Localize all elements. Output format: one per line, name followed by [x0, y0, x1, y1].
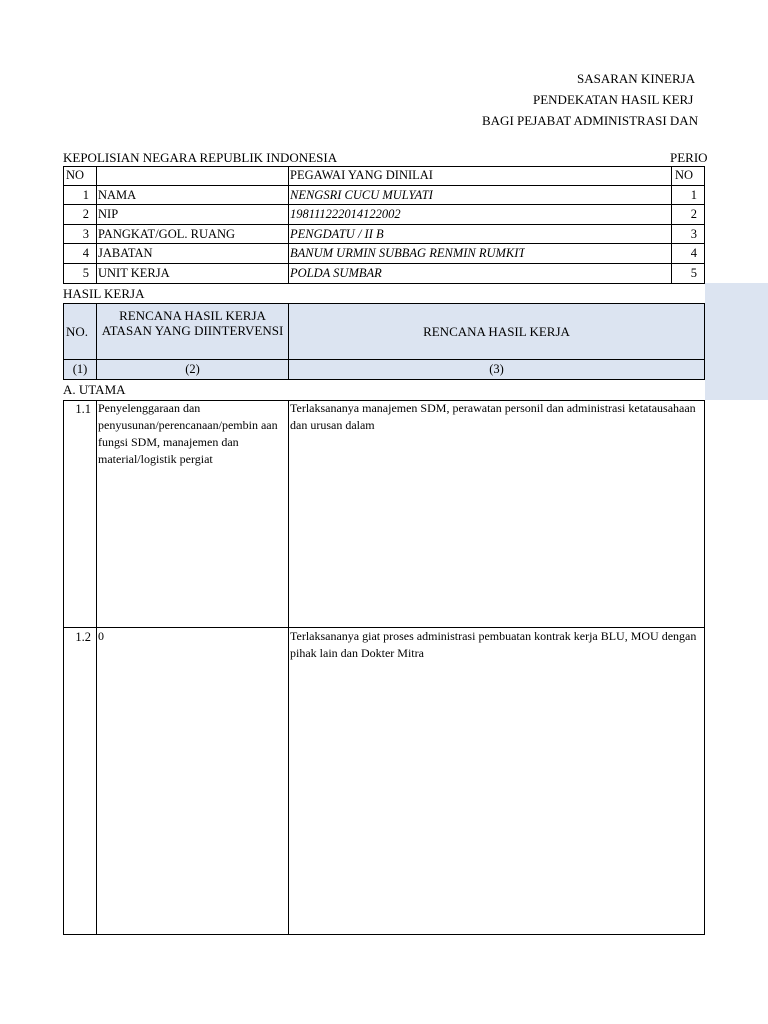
- col-index-1: (1): [72, 363, 88, 376]
- utama-label: A. UTAMA: [63, 383, 126, 396]
- emp-row-label: NIP: [98, 208, 119, 221]
- period-label: PERIO: [670, 151, 708, 164]
- emp-row-no-right: 1: [690, 189, 697, 202]
- emp-row-label: UNIT KERJA: [98, 267, 170, 280]
- emp-row-no-right: 5: [690, 267, 697, 280]
- title-line-3: BAGI PEJABAT ADMINISTRASI DAN: [482, 114, 699, 127]
- col-index-3: (3): [489, 363, 504, 376]
- emp-row-no: 2: [82, 208, 89, 221]
- col-index-2: (2): [185, 363, 200, 376]
- emp-row-no: 4: [82, 247, 89, 260]
- col-rencana-header: RENCANA HASIL KERJA: [423, 325, 570, 338]
- emp-row-value: PENGDATU / II B: [290, 228, 384, 241]
- item-no: 1.2: [75, 631, 91, 644]
- emp-header-title: PEGAWAI YANG DINILAI: [290, 169, 433, 182]
- col-atasan-header: RENCANA HASIL KERJA ATASAN YANG DIINTERVENSI: [101, 308, 284, 338]
- item-rencana: Terlaksananya giat proses administrasi pembuatan kontrak kerja BLU, MOU dengan pihak lain dan Dokter Mitra: [290, 629, 697, 660]
- item-rencana: Terlaksananya manajemen SDM, perawatan personil dan administrasi ketatausahaan dan urusan dalam: [290, 401, 696, 432]
- emp-header-no-right: NO: [675, 169, 694, 182]
- emp-row-label: NAMA: [98, 189, 137, 202]
- emp-header-no: NO: [66, 169, 85, 182]
- title-line-1: SASARAN KINERJA: [577, 72, 696, 85]
- emp-row-value: NENGSRI CUCU MULYATI: [290, 189, 433, 202]
- item-atasan: 0: [98, 629, 104, 643]
- col-no-header: NO.: [66, 325, 89, 338]
- emp-row-no-right: 4: [690, 247, 697, 260]
- emp-row-no: 1: [82, 189, 89, 202]
- emp-row-no-right: 3: [690, 228, 697, 241]
- emp-row-no: 3: [82, 228, 89, 241]
- emp-row-label: PANGKAT/GOL. RUANG: [98, 228, 236, 241]
- org-name: KEPOLISIAN NEGARA REPUBLIK INDONESIA: [63, 150, 338, 165]
- emp-row-label: JABATAN: [98, 247, 153, 260]
- side-shade: [705, 283, 768, 400]
- emp-row-no: 5: [82, 267, 89, 280]
- emp-row-value: POLDA SUMBAR: [290, 267, 382, 280]
- emp-row-value: BANUM URMIN SUBBAG RENMIN RUMKIT: [290, 247, 526, 260]
- title-line-2: PENDEKATAN HASIL KERJ: [533, 93, 694, 106]
- emp-row-value: 198111222014122002: [290, 208, 401, 221]
- item-no: 1.1: [75, 403, 91, 416]
- item-atasan: Penyelenggaraan dan penyusunan/perencanaan/pembin aan fungsi SDM, manajemen dan material/logistik pergiat: [98, 401, 278, 466]
- emp-row-no-right: 2: [690, 208, 697, 221]
- section-hasil-kerja: HASIL KERJA: [63, 287, 145, 300]
